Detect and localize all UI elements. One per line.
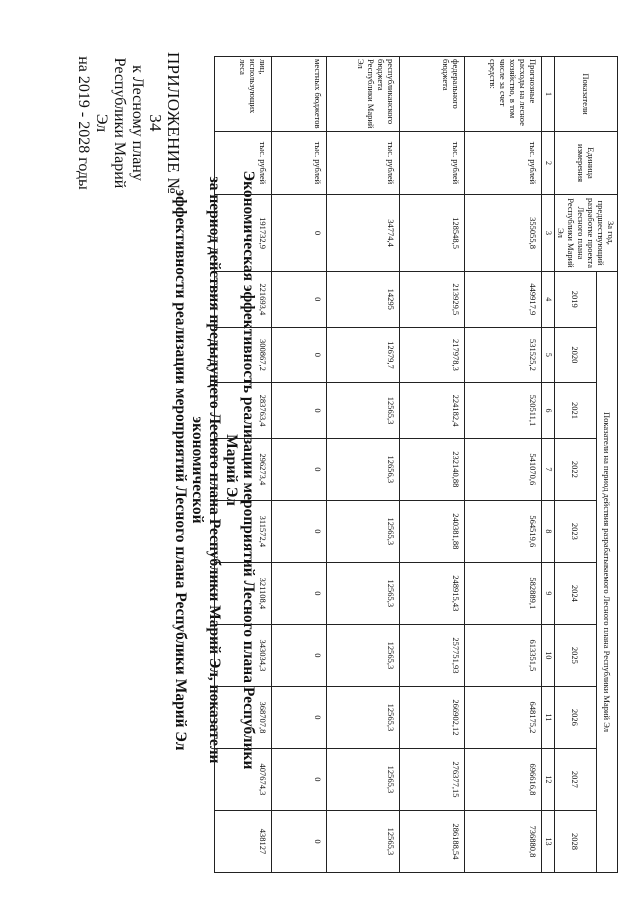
row-year-value: 12679,7 [327, 327, 400, 383]
row-unit: тыс. рублей [465, 132, 542, 195]
appendix-line-2: Республики Марий Эл [93, 57, 128, 189]
table-row [327, 57, 400, 873]
row-year-value: 613351,5 [465, 624, 542, 686]
row-year-value: 276377,15 [400, 748, 465, 810]
row-unit: тыс. рублей [215, 132, 272, 195]
table-row [272, 57, 327, 873]
row-year-value: 582889,1 [465, 562, 542, 624]
table-body [215, 57, 618, 873]
row-year-value: 300867,2 [215, 327, 272, 383]
header-year: 2028 [555, 810, 597, 872]
header-year: 2021 [555, 383, 597, 439]
row-year-value: 368707,8 [215, 686, 272, 748]
row-year-value: 0 [272, 748, 327, 810]
header-year: 2020 [555, 327, 597, 383]
row-year-value: 12565,3 [327, 748, 400, 810]
row-year-value: 0 [272, 438, 327, 500]
column-index: 4 [542, 272, 555, 328]
header-year: 2019 [555, 272, 597, 328]
row-year-value: 0 [272, 383, 327, 439]
header-row-top [597, 57, 618, 873]
row-year-value: 736880,8 [465, 810, 542, 872]
row-year-value: 14295 [327, 272, 400, 328]
column-index: 8 [542, 500, 555, 562]
row-year-value: 240381,88 [400, 500, 465, 562]
column-index: 6 [542, 383, 555, 439]
table-row [400, 57, 465, 873]
column-index-row [542, 57, 555, 873]
appendix-title: ПРИЛОЖЕНИЕ № 34 [146, 51, 183, 194]
row-year-value: 541070,6 [465, 438, 542, 500]
column-index: 12 [542, 748, 555, 810]
header-period: Показатели на период действия разрабатываемого Лесного плана Республики Марий Эл [597, 272, 618, 873]
appendix-line-1: к Лесному плану [129, 65, 146, 181]
row-previous-value: 0 [272, 195, 327, 272]
heading-line-1: Экономическая эффективность реализации мероприятий Лесного плана Республики Марий Эл [223, 170, 257, 770]
row-year-value: 224182,4 [400, 383, 465, 439]
row-year-value: 12565,3 [327, 500, 400, 562]
heading-line-2: за период действия предыдущего Лесного плана Республики Марий Эл, показатели экономической [189, 176, 223, 764]
row-year-value: 266902,12 [400, 686, 465, 748]
row-previous-value: 128548,5 [400, 195, 465, 272]
row-year-value: 12565,3 [327, 810, 400, 872]
row-year-value: 0 [272, 810, 327, 872]
row-year-value: 438127 [215, 810, 272, 872]
row-label: Прогнозные расходы на лесное хозяйство, в том числе за счет средств: [465, 57, 542, 132]
row-year-value: 248915,43 [400, 562, 465, 624]
row-unit: тыс. рублей [327, 132, 400, 195]
row-year-value: 12565,3 [327, 624, 400, 686]
header-indicators: Показатели [555, 57, 618, 132]
header-year: 2027 [555, 748, 597, 810]
row-year-value: 232140,88 [400, 438, 465, 500]
column-index: 13 [542, 810, 555, 872]
header-unit: Единица измерения [555, 132, 618, 195]
row-label: местных бюджетов [272, 57, 327, 132]
row-year-value: 0 [272, 686, 327, 748]
row-year-value: 648175,2 [465, 686, 542, 748]
row-year-value: 221693,4 [215, 272, 272, 328]
row-year-value: 283763,4 [215, 383, 272, 439]
row-year-value: 449917,9 [465, 272, 542, 328]
row-year-value: 0 [272, 500, 327, 562]
column-index: 2 [542, 132, 555, 195]
efficiency-table [214, 56, 618, 873]
row-previous-value: 191732,9 [215, 195, 272, 272]
row-year-value: 696616,8 [465, 748, 542, 810]
row-year-value: 296273,4 [215, 438, 272, 500]
row-year-value: 311572,4 [215, 500, 272, 562]
column-index: 3 [542, 195, 555, 272]
row-year-value: 407674,3 [215, 748, 272, 810]
table-row [215, 57, 272, 873]
header-previous-year: За год, предшествующий разработке проекта Лесного плана Республики Марий Эл [555, 195, 618, 272]
row-year-value: 0 [272, 624, 327, 686]
row-year-value: 343034,3 [215, 624, 272, 686]
row-year-value: 286188,54 [400, 810, 465, 872]
row-year-value: 520511,1 [465, 383, 542, 439]
row-previous-value: 34774,4 [327, 195, 400, 272]
row-year-value: 321108,4 [215, 562, 272, 624]
row-year-value: 257751,93 [400, 624, 465, 686]
header-year: 2026 [555, 686, 597, 748]
table-row [465, 57, 542, 873]
appendix-note [74, 48, 182, 198]
header-year: 2024 [555, 562, 597, 624]
row-label: республиканского бюджета Республики Марий Эл [327, 57, 400, 132]
row-unit: тыс. рублей [272, 132, 327, 195]
row-year-value: 0 [272, 272, 327, 328]
column-index: 1 [542, 57, 555, 132]
heading-line-3: эффективности реализации мероприятий Лесного плана Республики Марий Эл [172, 189, 189, 751]
row-year-value: 0 [272, 327, 327, 383]
header-year: 2023 [555, 500, 597, 562]
column-index: 5 [542, 327, 555, 383]
row-year-value: 531525,2 [465, 327, 542, 383]
row-year-value: 0 [272, 562, 327, 624]
row-year-value: 12565,3 [327, 383, 400, 439]
row-year-value: 213929,5 [400, 272, 465, 328]
header-year: 2022 [555, 438, 597, 500]
column-index: 10 [542, 624, 555, 686]
row-year-value: 12565,3 [327, 562, 400, 624]
column-index: 11 [542, 686, 555, 748]
row-previous-value: 355055,8 [465, 195, 542, 272]
row-unit: тыс. рублей [400, 132, 465, 195]
header-year: 2025 [555, 624, 597, 686]
appendix-line-3: на 2019 - 2028 годы [75, 56, 92, 190]
column-index: 7 [542, 438, 555, 500]
row-label: федерального бюджета [400, 57, 465, 132]
row-year-value: 12656,3 [327, 438, 400, 500]
row-year-value: 564519,6 [465, 500, 542, 562]
row-year-value: 217978,3 [400, 327, 465, 383]
row-year-value: 12565,3 [327, 686, 400, 748]
row-label: лиц, использующих леса [215, 57, 272, 132]
edge-mark [622, 880, 626, 884]
column-index: 9 [542, 562, 555, 624]
